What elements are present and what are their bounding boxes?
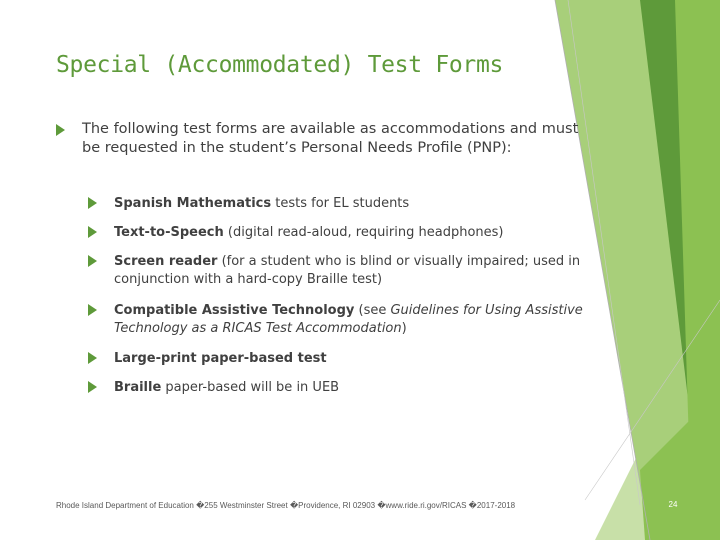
item-bold: Braille: [114, 380, 162, 395]
page-number: 24: [668, 500, 678, 509]
item-bold: Spanish Mathematics: [114, 196, 272, 211]
list-item: [88, 195, 588, 213]
slide-title: Special (Accommodated) Test Forms: [56, 52, 504, 78]
item-text: (see: [354, 303, 391, 318]
list-item: [88, 379, 588, 397]
bullet-arrow-icon: [88, 226, 97, 238]
bullet-arrow-icon: [88, 255, 97, 267]
item-bold: Text-to-Speech: [114, 225, 224, 240]
intro-text: The following test forms are available as accommodations and must be requested in the student’s Personal Needs Profile (PNP):: [82, 121, 579, 156]
item-bold: Compatible Assistive Technology: [114, 303, 355, 318]
bullet-arrow-icon: [88, 197, 97, 209]
bullet-arrow-icon: [88, 352, 97, 364]
bullet-arrow-icon: [88, 304, 97, 316]
item-text-end: ): [401, 321, 407, 336]
list-item: [88, 253, 588, 289]
item-text: paper-based will be in UEB: [161, 380, 340, 395]
bullet-arrow-icon: [88, 381, 97, 393]
intro-bullet: [56, 120, 586, 158]
slide-footer: Rhode Island Department of Education �255 Westminster Street �Providence, RI 02903 �www.ride.ri.gov/RICAS �2017-2018: [56, 501, 516, 510]
item-italic-reference: Guidelines for Using Assistive Technology as a RICAS Test Accommodation: [114, 303, 583, 336]
item-text: (digital read-aloud, requiring headphones): [223, 225, 504, 240]
bullet-arrow-icon: [56, 124, 65, 136]
item-bold: Screen reader: [114, 254, 218, 269]
list-item: [88, 302, 588, 338]
item-text: (for a student who is blind or visually impaired; used in conjunction with a hard-copy Braille test): [114, 254, 581, 287]
list-item: [88, 224, 588, 242]
list-item: [88, 350, 588, 368]
item-text: tests for EL students: [271, 196, 410, 211]
item-bold: Large-print paper-based test: [114, 351, 327, 366]
